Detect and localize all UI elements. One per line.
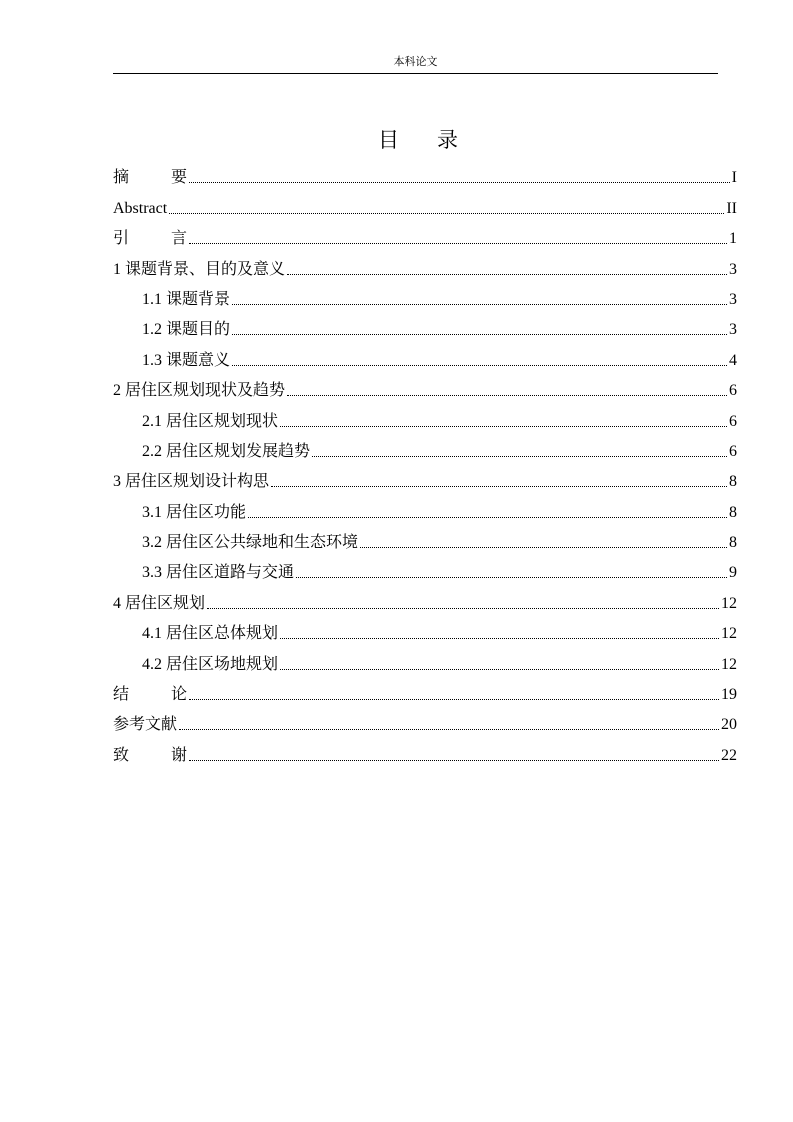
toc-entry[interactable] (113, 371, 737, 401)
toc-entry-label: Abstract (113, 199, 168, 217)
toc-entry-page-number: 22 (721, 746, 737, 764)
toc-entry-label: 2 居住区规划现状及趋势 (113, 382, 286, 400)
dot-leader (280, 637, 719, 639)
toc-entry[interactable] (113, 310, 737, 340)
toc-entry-label: 4 居住区规划 (113, 594, 206, 612)
dot-leader (189, 698, 719, 700)
toc-entry-label: 1.2 课题目的 (142, 321, 231, 339)
toc-entry[interactable] (113, 158, 737, 188)
toc-entry[interactable] (113, 735, 737, 765)
dot-leader (280, 425, 727, 427)
toc-entry-label: 参考文献 (113, 716, 178, 734)
toc-entry-page-number: 8 (729, 534, 737, 552)
toc-entry-label: 4.2 居住区场地规划 (142, 655, 279, 673)
running-title: 本科论文 (393, 56, 438, 68)
toc-entry-page-number: 12 (721, 625, 737, 643)
dot-leader (232, 303, 727, 305)
toc-entry-page-number: 12 (721, 594, 737, 612)
toc-entry-label: 3.1 居住区功能 (142, 503, 247, 521)
dot-leader (271, 485, 727, 487)
toc-entry[interactable] (113, 219, 737, 249)
toc-entry-page-number: 8 (729, 473, 737, 491)
dot-leader (248, 516, 727, 518)
toc-entry-label: 1.1 课题背景 (142, 290, 231, 308)
toc-entry-page-number: 6 (729, 412, 737, 430)
toc-entry-label-char: 致 (113, 746, 130, 764)
dot-leader (296, 576, 727, 578)
dot-leader (179, 728, 719, 730)
dot-leader (189, 181, 730, 183)
toc-entry-page-number: 3 (729, 290, 737, 308)
dot-leader (169, 212, 724, 214)
dot-leader (207, 607, 719, 609)
toc-entry-label-char: 论 (171, 686, 188, 704)
toc-entry[interactable] (113, 583, 737, 613)
toc-list (113, 158, 737, 766)
toc-entry-page-number: 3 (729, 321, 737, 339)
toc-entry-label: 2.2 居住区规划发展趋势 (142, 442, 311, 460)
toc-entry-label-char: 引 (113, 230, 130, 248)
toc-title (113, 126, 723, 154)
toc-entry-label-char: 谢 (171, 746, 188, 764)
toc-entry-page-number: 3 (729, 260, 737, 278)
toc-entry[interactable] (113, 523, 737, 553)
header-rule (113, 73, 718, 74)
toc-entry[interactable] (113, 462, 737, 492)
toc-entry-page-number: 6 (729, 442, 737, 460)
toc-entry-page-number: II (726, 199, 737, 217)
toc-entry-page-number: 6 (729, 382, 737, 400)
toc-entry-label-char: 摘 (113, 169, 130, 187)
toc-entry-label (113, 229, 187, 249)
toc-entry[interactable] (113, 280, 737, 310)
toc-entry-page-number: 1 (729, 230, 737, 248)
toc-entry-page-number: 19 (721, 686, 737, 704)
toc-entry[interactable] (113, 401, 737, 431)
toc-entry[interactable] (113, 675, 737, 705)
dot-leader (232, 364, 727, 366)
toc-entry[interactable] (113, 249, 737, 279)
toc-entry-label (113, 168, 187, 188)
dot-leader (189, 759, 719, 761)
toc-entry[interactable] (113, 614, 737, 644)
toc-entry-label (113, 685, 187, 705)
dot-leader (360, 546, 727, 548)
dot-leader (287, 394, 727, 396)
toc-entry-label (113, 746, 187, 766)
toc-entry[interactable] (113, 432, 737, 462)
toc-entry[interactable] (113, 705, 737, 735)
toc-entry-page-number: I (731, 169, 737, 187)
toc-entry[interactable] (113, 492, 737, 522)
toc-entry-page-number: 4 (729, 351, 737, 369)
dot-leader (280, 668, 719, 670)
toc-entry[interactable] (113, 340, 737, 370)
dot-leader (312, 455, 727, 457)
dot-leader (189, 242, 727, 244)
toc-title-char: 目 (378, 128, 399, 152)
toc-entry-label: 1.3 课题意义 (142, 351, 231, 369)
toc-entry-label: 2.1 居住区规划现状 (142, 412, 279, 430)
toc-entry[interactable] (113, 644, 737, 674)
toc-entry-label-char: 结 (113, 686, 130, 704)
toc-entry[interactable] (113, 188, 737, 218)
toc-entry-label: 3.3 居住区道路与交通 (142, 564, 295, 582)
dot-leader (287, 273, 727, 275)
toc-entry[interactable] (113, 553, 737, 583)
page-header (113, 0, 718, 75)
dot-leader (232, 333, 727, 335)
toc-entry-page-number: 8 (729, 503, 737, 521)
toc-entry-label: 3.2 居住区公共绿地和生态环境 (142, 534, 359, 552)
toc-entry-page-number: 20 (721, 716, 737, 734)
toc-entry-label-char: 要 (171, 169, 188, 187)
toc-title-char: 录 (437, 128, 458, 152)
toc-entry-label: 3 居住区规划设计构思 (113, 473, 270, 491)
toc-entry-label: 1 课题背景、目的及意义 (113, 260, 286, 278)
toc-entry-page-number: 12 (721, 655, 737, 673)
toc-entry-label-char: 言 (171, 230, 188, 248)
toc-entry-label: 4.1 居住区总体规划 (142, 625, 279, 643)
toc-entry-page-number: 9 (729, 564, 737, 582)
